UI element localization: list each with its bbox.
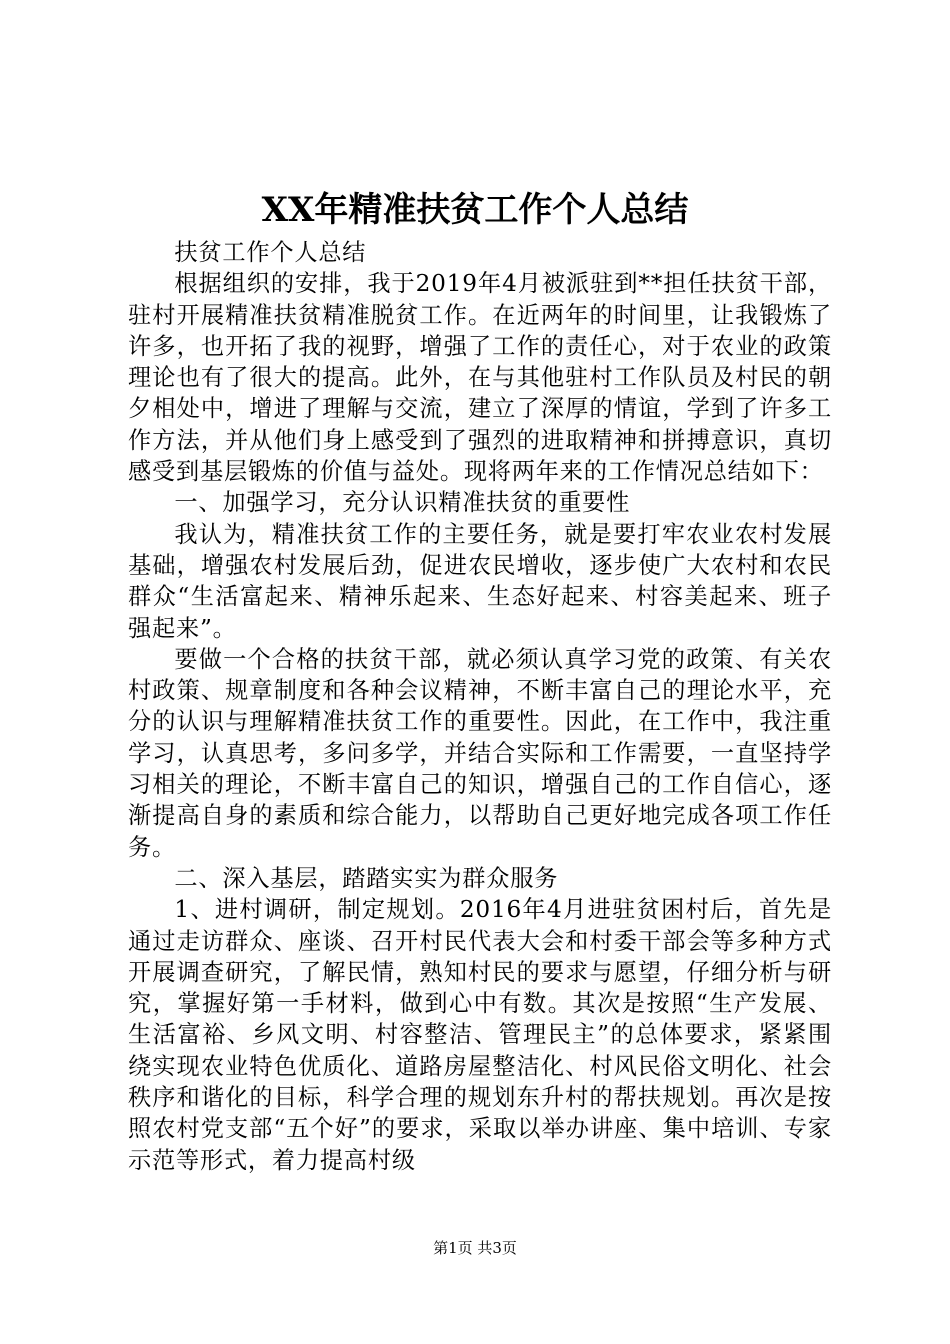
body-paragraph: 要做一个合格的扶贫干部，就必须认真学习党的政策、有关农村政策、规章制度和各种会议精神，不断丰富自己的理论水平，充分的认识与理解精准扶贫工作的重要性。因此，在工作中，我注重学习，认真思考，多问多学，并结合实际和工作需要，一直坚持学习相关的理论，不断丰富自己的知识，增强自己的工作自信心，逐渐提高自身的素质和综合能力，以帮助自己更好地完成各项工作任务。 xyxy=(128,645,832,861)
section-heading: 二、深入基层，踏踏实实为群众服务 xyxy=(174,864,559,892)
body-paragraph: 我认为，精准扶贫工作的主要任务，就是要打牢农业农村发展基础，增强农村发展后劲，促进农民增收，逐步使广大农村和农民群众“生活富起来、精神乐起来、生态好起来、村容美起来、班子强起来”。 xyxy=(128,520,832,642)
page-footer: 第1页 共3页 xyxy=(433,1239,517,1257)
body-paragraph: 1、进村调研，制定规划。2016年4月进驻贫困村后，首先是通过走访群众、座谈、召开村民代表大会和村委干部会等多种方式开展调查研究，了解民情，熟知村民的要求与愿望，仔细分析与研究，掌握好第一手材料，做到心中有数。其次是按照“生产发展、生活富裕、乡风文明、村容整洁、管理民主”的总体要求，紧紧围绕实现农业特色优质化、道路房屋整洁化、村风民俗文明化、社会秩序和谐化的目标，科学合理的规划东升村的帮扶规划。再次是按照农村党支部“五个好”的要求，采取以举办讲座、集中培训、专家示范等形式，着力提高村级 xyxy=(128,896,832,1174)
section-heading: 一、加强学习，充分认识精准扶贫的重要性 xyxy=(174,489,631,517)
body-paragraph: 根据组织的安排，我于2019年4月被派驻到**担任扶贫干部，驻村开展精准扶贫精准脱贫工作。在近两年的时间里，让我锻炼了许多，也开拓了我的视野，增强了工作的责任心，对于农业的政策理论也有了很大的提高。此外，在与其他驻村工作队员及村民的朝夕相处中，增进了理解与交流，建立了深厚的情谊，学到了许多工作方法，并从他们身上感受到了强烈的进取精神和拼搏意识，真切感受到基层锻炼的价值与益处。现将两年来的工作情况总结如下： xyxy=(128,270,832,486)
document-title: XX年精准扶贫工作个人总结 xyxy=(261,190,689,230)
subtitle-line: 扶贫工作个人总结 xyxy=(174,239,367,266)
document-body xyxy=(128,237,832,1176)
